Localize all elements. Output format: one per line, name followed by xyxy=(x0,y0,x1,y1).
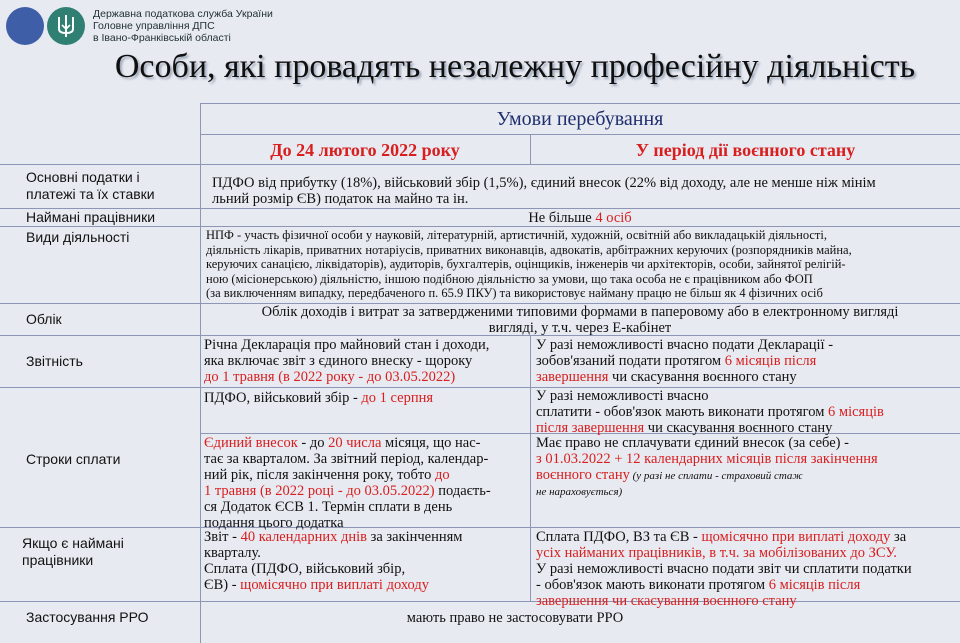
reporting-war xyxy=(536,337,958,385)
text-part: за закінченням xyxy=(366,529,463,545)
text-line: (за виключенням випадку, передбаченого п. 65.9 ПКУ) та використовує найману працю не більш як 4 фізичних осіб xyxy=(206,286,823,301)
label-line: Якщо є наймані xyxy=(22,535,124,551)
text-part-highlight: завершення xyxy=(536,369,609,385)
text-line: тає за кварталом. За звітний період, календар- xyxy=(204,451,489,467)
text-line: Річна Декларація про майновий стан і доходи, xyxy=(204,337,490,353)
text-part: - до xyxy=(297,435,329,451)
text-part: чи скасування воєнного стану xyxy=(608,369,797,385)
text-part-italic: (у разі не сплати - страховий стаж xyxy=(629,470,803,482)
accounting-text xyxy=(200,304,960,336)
text-part: ЄВ) - xyxy=(204,577,241,593)
text-part-highlight: 6 місяців після xyxy=(768,577,861,593)
text-line: подання цього додатка xyxy=(204,515,344,531)
payment-before-esv xyxy=(204,435,528,531)
row-label-payment: Строки сплати xyxy=(26,451,121,467)
text-part-highlight: 6 місяців xyxy=(828,404,884,420)
text-part: ПДФО, військовий збір - xyxy=(204,390,362,406)
text-line: ПДФО від прибутку (18%), військовий збір (1,5%), єдиний внесок (22% від доходу, але не менше ніж мінім xyxy=(212,175,876,191)
text-line-italic: не нараховується) xyxy=(536,486,623,498)
grid-line xyxy=(200,134,960,135)
text-part: сплатити - обов'язок мають виконати протягом xyxy=(536,404,829,420)
org-line-2: Головне управління ДПС xyxy=(93,19,215,32)
reporting-before xyxy=(204,337,528,385)
text-part: Звіт - xyxy=(204,529,241,545)
text-line-highlight: усіх найманих працівників, в т.ч. за мобілізованих до ЗСУ. xyxy=(536,545,897,561)
activities-text xyxy=(206,228,958,301)
grid-line xyxy=(0,226,960,227)
text-line: У разі неможливості вчасно xyxy=(536,388,709,404)
row-label-accounting: Облік xyxy=(26,311,62,327)
text-line: Сплата (ПДФО, військовий збір, xyxy=(204,561,406,577)
text-line: У разі неможливості вчасно подати Декларації - xyxy=(536,337,834,353)
text-part-highlight: 6 місяців після xyxy=(724,353,817,369)
taxes-text xyxy=(212,175,960,207)
text-line-highlight: до 1 травня (в 2022 року - до 03.05.2022) xyxy=(204,369,456,385)
row-label-reporting: Звітність xyxy=(26,353,83,369)
text-part-highlight: після завершення xyxy=(536,420,645,436)
text-line: керуючих санацією, ліквідаторів), аудиторів, бухгалтерів, оцінщиків, інженерів чи архітекторів, особи, зайнятої релігій- xyxy=(206,257,846,272)
text-part: Не більше xyxy=(528,210,596,226)
header xyxy=(6,5,273,47)
text-line: ся Додаток ЄСВ 1. Термін сплати в день xyxy=(204,499,453,515)
text-line: діяльність лікарів, приватних нотаріусів, приватних виконавців, адвокатів, арбітражних керуючих (розпорядників майна, xyxy=(206,242,852,257)
label-line: Основні податки і xyxy=(26,169,140,185)
text-part-highlight: щомісячно при виплаті доходу xyxy=(701,529,891,545)
text-part-highlight: 4 осіб xyxy=(595,210,632,226)
column-before-header: До 24 лютого 2022 року xyxy=(270,140,460,160)
text-line-highlight: з 01.03.2022 + 12 календарних місяців після закінчення xyxy=(536,451,878,467)
hired-before xyxy=(204,529,528,593)
text-part-highlight: до xyxy=(434,467,450,483)
grid-line xyxy=(530,335,531,601)
text-part: зобов'язаний подати протягом xyxy=(536,353,725,369)
label-line: платежі та їх ставки xyxy=(26,186,155,202)
text-part: подаєть- xyxy=(434,483,491,499)
text-part-highlight: до 1 серпня xyxy=(361,390,434,406)
page-title: Особи, які провадять незалежну професійну діяльність xyxy=(114,48,916,85)
text-line: НПФ - участь фізичної особи у науковій, літературній, артистичній, художній, освітній або викладацькій діяльності, xyxy=(206,228,827,242)
text-line: льний розмір ЄВ) податок на майно та ін. xyxy=(212,191,469,207)
employees-text xyxy=(200,210,960,226)
grid-line xyxy=(0,164,960,165)
text-line: вигляді, у т.ч. через Е-кабінет xyxy=(488,320,672,336)
text-part-highlight: 20 числа xyxy=(328,435,382,451)
text-part-highlight: Єдиний внесок xyxy=(204,435,298,451)
text-part-highlight: щомісячно при виплаті доходу xyxy=(240,577,430,593)
text-part-highlight: воєнного стану xyxy=(536,467,630,483)
trident-svg xyxy=(55,13,77,39)
text-part: за xyxy=(890,529,907,545)
payment-before-pdfo xyxy=(204,390,528,406)
payment-war-pdfo xyxy=(536,388,958,436)
row-label-activities: Види діяльності xyxy=(26,229,130,245)
org-line-1: Державна податкова служба України xyxy=(93,7,273,20)
grid-line xyxy=(200,103,201,643)
text-part-highlight: 1 травня (в 2022 році - до 03.05.2022) xyxy=(204,483,435,499)
org-name xyxy=(93,8,273,45)
trident-icon xyxy=(47,7,85,45)
text-part: місяця, що нас- xyxy=(381,435,481,451)
grid-line xyxy=(200,103,960,104)
text-part: ний рік, після закінчення року, тобто xyxy=(204,467,435,483)
rro-text: мають право не застосовувати РРО xyxy=(406,610,624,626)
label-line: працівники xyxy=(22,552,94,568)
row-label-taxes xyxy=(26,169,198,203)
text-part-highlight: 40 календарних днів xyxy=(240,529,367,545)
dps-logo-circle xyxy=(6,7,44,45)
org-line-3: в Івано-Франківській області xyxy=(93,32,231,45)
row-label-hired xyxy=(22,535,198,569)
text-line: яка включає звіт з єдиного внеску - щороку xyxy=(204,353,473,369)
text-line-highlight: завершення чи скасування воєнного стану xyxy=(536,593,797,609)
text-line: кварталу. xyxy=(204,545,261,561)
column-war-header: У період дії воєнного стану xyxy=(635,140,856,160)
text-part: Сплата ПДФО, ВЗ та ЄВ - xyxy=(536,529,702,545)
payment-war-esv xyxy=(536,435,958,500)
text-part: чи скасування воєнного стану xyxy=(644,420,833,436)
text-line: У разі неможливості вчасно подати звіт чи сплатити податки xyxy=(536,561,912,577)
row-label-employees: Наймані працівники xyxy=(26,209,156,225)
text-line: ною (місіонерською) діяльністю, іншою подібною діяльністю за умови, що така особа не є працівником або ФОП xyxy=(206,271,813,286)
text-line: Має право не сплачувати єдиний внесок (за себе) - xyxy=(536,435,849,451)
text-line: Облік доходів і витрат за затвердженими типовими формами в паперовому або в електронному вигляді xyxy=(261,304,899,320)
row-label-rro: Застосування РРО xyxy=(26,609,149,625)
conditions-header: Умови перебування xyxy=(496,108,664,130)
text-part: - обов'язок мають виконати протягом xyxy=(536,577,769,593)
hired-war xyxy=(536,529,958,609)
